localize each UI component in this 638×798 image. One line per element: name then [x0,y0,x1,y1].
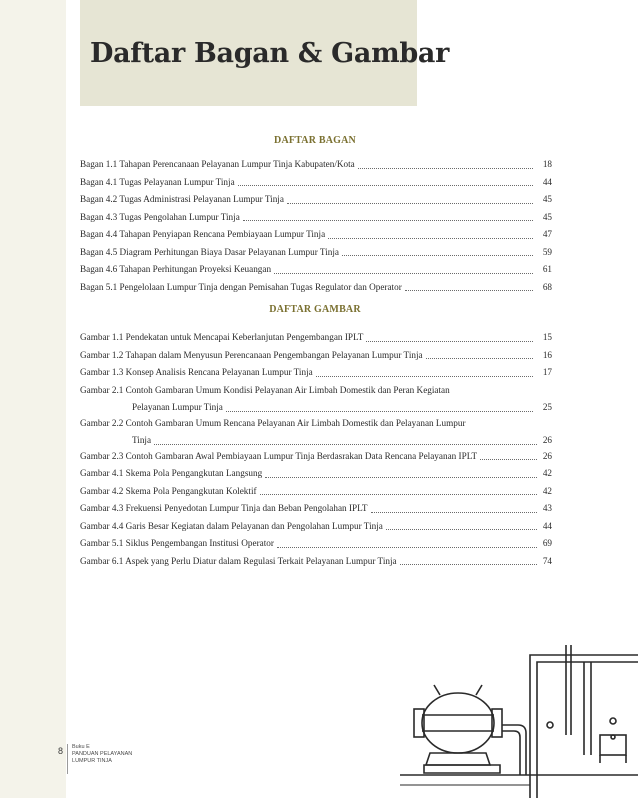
leader-dots [238,184,533,186]
toc-entry[interactable] [80,364,552,382]
toc-entry-label: Gambar 2.3 Contoh Gambaran Awal Pembiayaan Lumpur Tinja Berdasrakan Data Rencana Pelayanan IPLT [80,450,478,461]
toc-entry-label: Gambar 2.2 Contoh Gambaran Umum Rencana Pelayanan Air Limbah Domestik dan Pelayanan Lumpur [80,417,466,428]
footer-line: PANDUAN PELAYANAN [72,751,133,758]
leader-dots [426,357,533,359]
toc-entry-label: Gambar 4.2 Skema Pola Pengangkutan Kolektif [80,485,257,496]
toc-entry[interactable] [80,483,552,501]
toc-entry-page: 44 [542,520,552,531]
toc-entry-page: 59 [542,246,552,257]
toc-entry-page: 45 [542,194,552,204]
leader-dots [342,254,533,256]
toc-entry-page: 74 [542,555,552,566]
leader-dots [265,476,537,478]
leader-dots [274,272,533,274]
leader-dots [226,410,533,412]
toc-entry-page: 18 [542,159,552,169]
toc-entry[interactable] [80,279,552,297]
toc-entry-label: Gambar 4.3 Frekuensi Penyedotan Lumpur Tinja dan Beban Pengolahan IPLT [80,503,368,513]
leader-dots [154,443,537,445]
toc-entry-page: 16 [542,349,552,360]
toc-entry-label: Bagan 4.2 Tugas Administrasi Pelayanan Lumpur Tinja [80,194,284,204]
footer-book-title [72,744,132,766]
toc-entry-label: Bagan 4.3 Tugas Pengolahan Lumpur Tinja [80,211,240,222]
tank-band [422,715,494,731]
toc-entry-page: 25 [542,402,552,412]
toc-entry-page: 15 [542,332,552,342]
toc-entry-label: Gambar 4.4 Garis Besar Kegiatan dalam Pelayanan dan Pengolahan Lumpur Tinja [80,520,383,531]
toc-entry[interactable] [80,226,552,244]
bagan-heading: DAFTAR BAGAN [274,135,356,146]
leader-dots [371,511,538,513]
toc-entry-page: 43 [542,503,552,513]
outlet-pipe [502,725,526,775]
toc-entry-label: Gambar 1.3 Konsep Analisis Rencana Pelayanan Lumpur Tinja [80,367,313,377]
toc-entry-page: 26 [542,435,552,445]
leader-dots [480,458,537,460]
toc-entry-page: 42 [542,468,552,478]
gambar-list [80,329,552,570]
leader-dots [386,528,537,530]
gauge-circle [611,735,615,739]
toc-entry-label-continued: Pelayanan Lumpur Tinja [132,402,223,412]
outlet-pipe [502,731,520,775]
toc-entry[interactable] [80,448,552,466]
toc-entry[interactable] [80,553,552,571]
toc-entry-label: Gambar 6.1 Aspek yang Perlu Diatur dalam Regulasi Terkait Pelayanan Lumpur Tinja [80,555,397,566]
toc-entry-label: Bagan 4.6 Tahapan Perhitungan Proyeksi Keuangan [80,264,272,274]
toc-entry-page: 44 [542,176,552,187]
toc-entry-label: Bagan 1.1 Tahapan Perencanaan Pelayanan Lumpur Tinja Kabupaten/Kota [80,159,355,169]
toc-entry-label: Gambar 2.1 Contoh Gambaran Umum Kondisi Pelayanan Air Limbah Domestik dan Peran Kegiatan [80,384,450,395]
footer-line: LUMPUR TINJA [72,758,112,765]
footer-line: Buku E [72,744,90,750]
tank-base [426,753,490,765]
bagan-list [80,156,552,296]
tank-platform [424,765,500,773]
page-footer [58,744,132,774]
gauge-circle [610,718,616,724]
toc-entry[interactable] [80,500,552,518]
leader-dots [287,202,533,204]
toc-entry-page: 42 [542,485,552,496]
toc-entry[interactable] [80,518,552,536]
valve-circle [547,722,553,728]
toc-entry-page: 69 [542,538,552,548]
toc-entry-label: Bagan 5.1 Pengelolaan Lumpur Tinja dengan Pemisahan Tugas Regulator dan Operator [80,281,402,292]
page-number: 8 [58,746,64,756]
toc-entry[interactable] [80,535,552,553]
leader-dots [405,289,533,291]
leader-dots [260,493,537,495]
toc-entry[interactable] [80,156,552,174]
leader-dots [277,546,537,548]
toc-entry-label: Bagan 4.5 Diagram Perhitungan Biaya Dasar Pelayanan Lumpur Tinja [80,246,339,257]
toc-entry-page: 26 [542,450,552,461]
toc-entry-page: 47 [542,229,552,239]
toc-entry[interactable] [80,347,552,365]
toc-entry[interactable] [80,174,552,192]
toc-entry-page: 17 [542,367,552,377]
leader-dots [400,563,537,565]
toc-entry-label: Gambar 5.1 Siklus Pengembangan Institusi Operator [80,538,274,548]
tank-body [422,693,494,753]
page-title: Daftar Bagan & Gambar [90,38,450,69]
building-wall-line [537,662,638,798]
toc-entry[interactable] [80,465,552,483]
toc-entry-page: 45 [542,211,552,222]
toc-entry[interactable] [80,261,552,279]
toc-entry-page: 68 [542,281,552,292]
leader-dots [243,219,533,221]
toc-entry-page: 61 [542,264,552,274]
machine-leg [600,755,626,763]
toc-entry[interactable] [80,329,552,347]
title-block [80,0,450,106]
toc-entry[interactable] [80,415,552,448]
gambar-heading: DAFTAR GAMBAR [269,304,361,315]
toc-entry-label: Gambar 1.2 Tahapan dalam Menyusun Perencanaan Pengembangan Pelayanan Lumpur Tinja [80,349,423,360]
toc-entry[interactable] [80,209,552,227]
left-margin-band [0,0,66,798]
toc-entry[interactable] [80,382,552,415]
toc-entry[interactable] [80,191,552,209]
toc-entry[interactable] [80,244,552,262]
leader-dots [358,167,533,169]
toc-entry-label: Gambar 4.1 Skema Pola Pengangkutan Langsung [80,468,263,478]
footer-divider [67,744,68,774]
leader-dots [316,375,533,377]
toc-entry-label: Gambar 1.1 Pendekatan untuk Mencapai Keberlanjutan Pengembangan IPLT [80,332,364,342]
toc-entry-label: Bagan 4.1 Tugas Pelayanan Lumpur Tinja [80,176,235,187]
leader-dots [366,340,533,342]
toc-entry-label: Bagan 4.4 Tahapan Penyiapan Rencana Pembiayaan Lumpur Tinja [80,229,326,239]
toc-entry-label-continued: Tinja [132,435,152,445]
machine-box [600,735,626,755]
treatment-plant-illustration [400,625,638,798]
leader-dots [328,237,533,239]
